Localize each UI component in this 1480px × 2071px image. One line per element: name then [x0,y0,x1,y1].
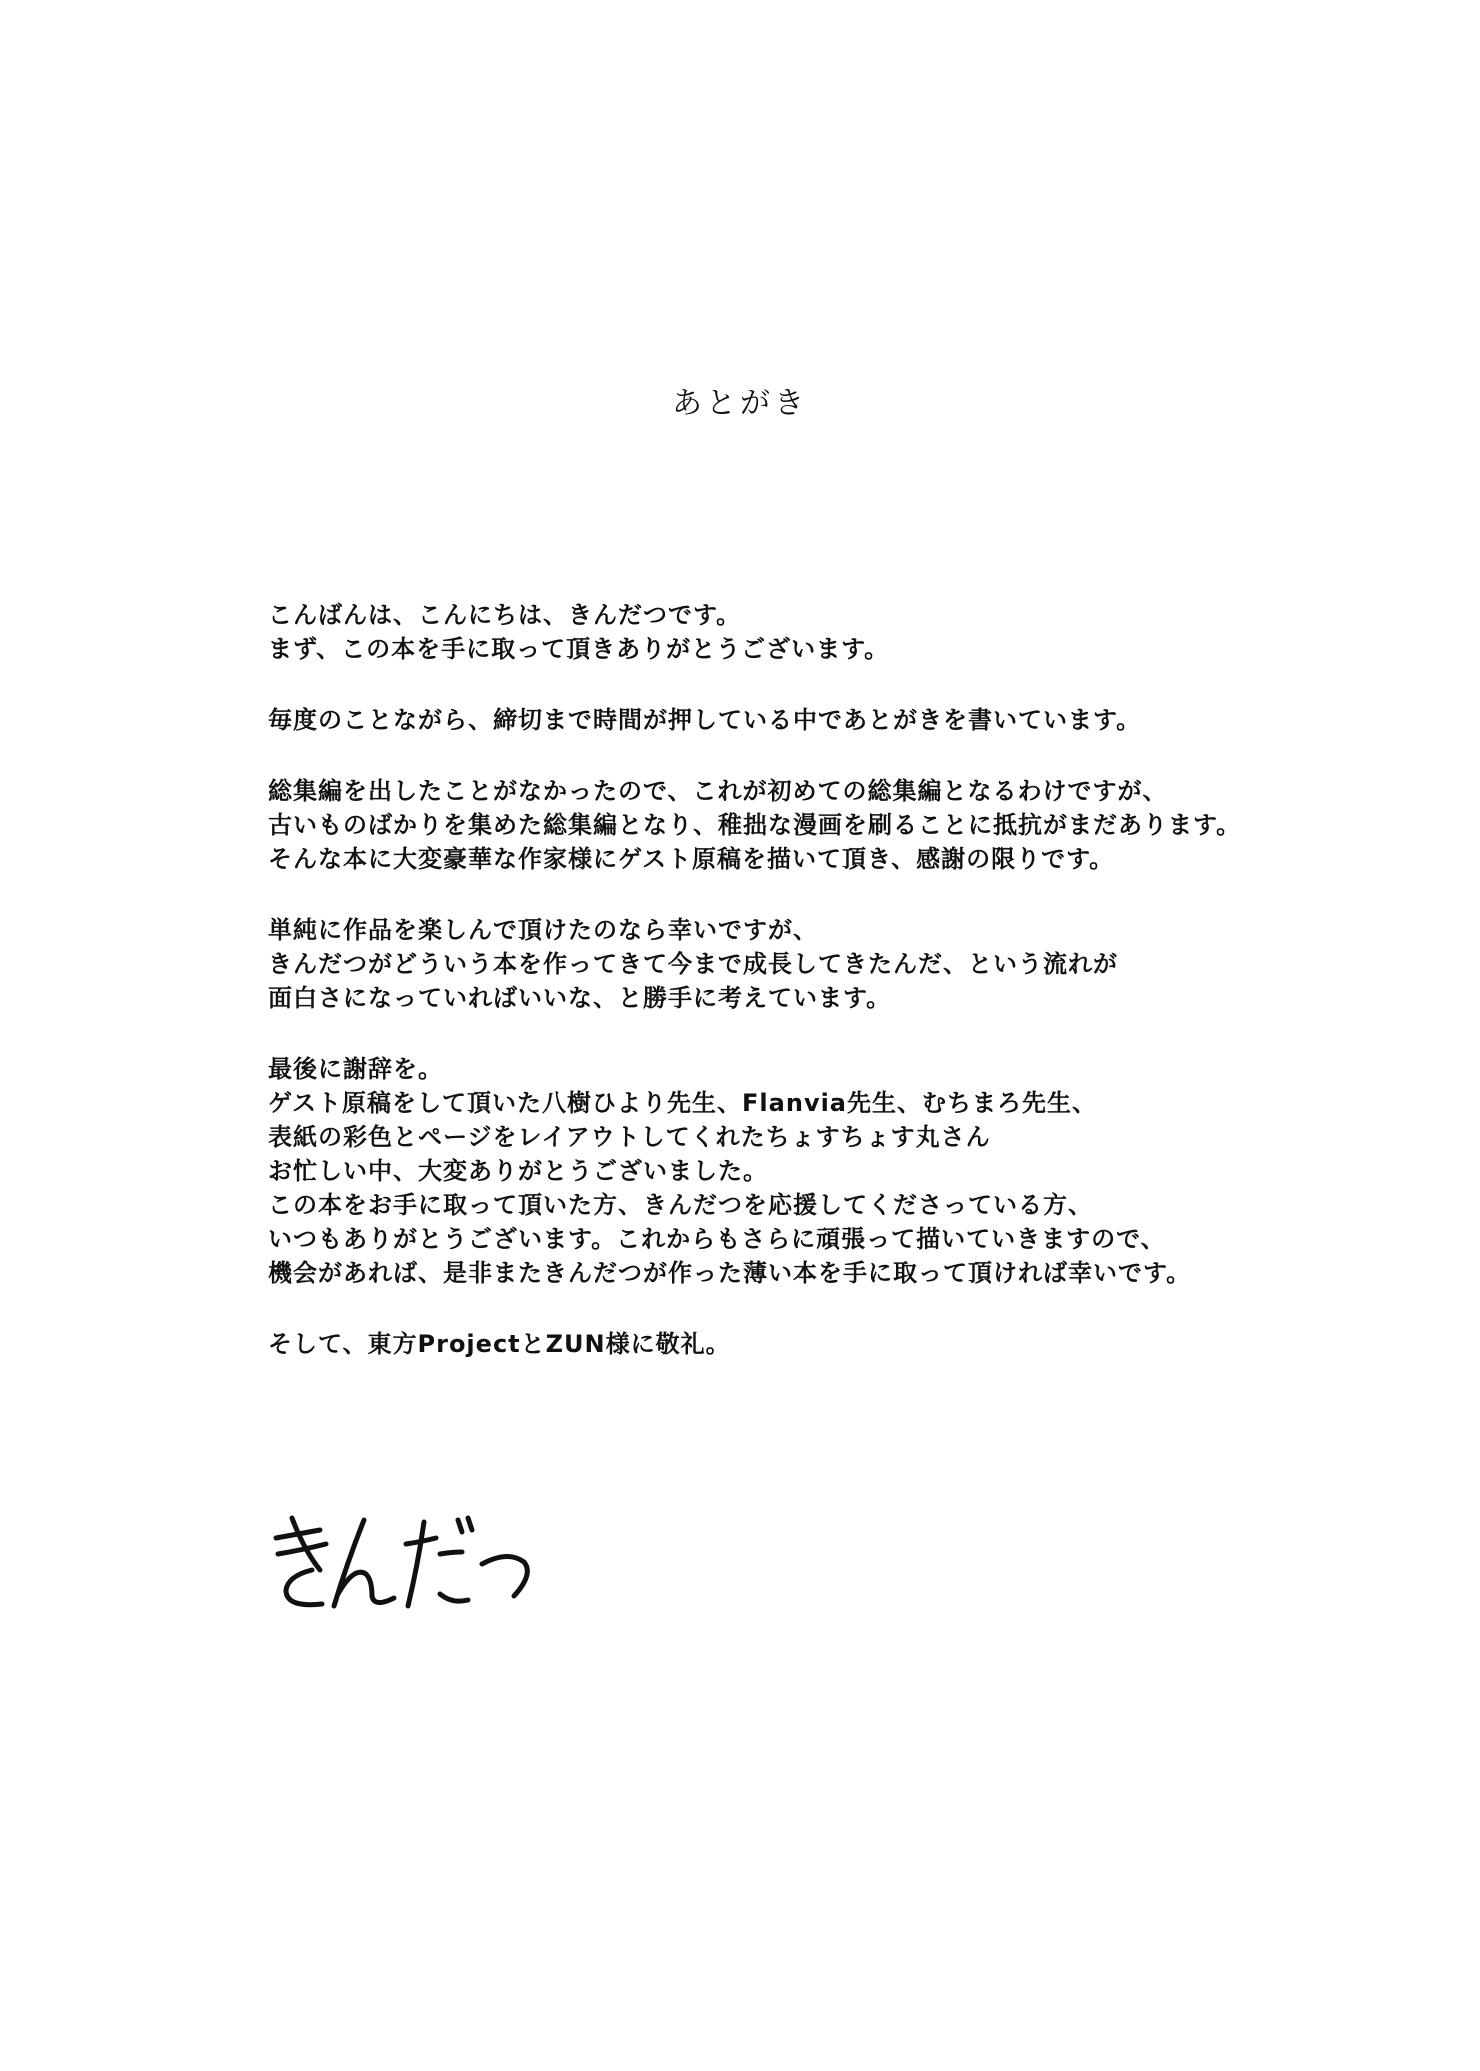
text-line: お忙しい中、大変ありがとうございました。 [268,1157,768,1185]
text-line: 総集編を出したことがなかったので、これが初めての総集編となるわけですが、 [268,777,1168,805]
paragraph [268,703,1368,737]
text-line: 表紙の彩色とページをレイアウトしてくれたちょすちょす丸さん [268,1123,991,1151]
handwritten-signature [268,1510,548,1620]
text-line: そんな本に大変豪華な作家様にゲスト原稿を描いて頂き、感謝の限りです。 [268,845,1115,873]
text-line: きんだつがどういう本を作ってきて今まで成長してきたんだ、という流れが [268,950,1118,978]
page-title: あとがき [672,386,808,421]
text-line: 単純に作品を楽しんで頂けたのなら幸いですが、 [268,916,818,944]
text-line: いつもありがとうございます。これからもさらに頑張って描いていきますので、 [268,1225,1166,1253]
text-line: 最後に謝辞を。 [268,1055,443,1083]
paragraph [268,1327,1368,1361]
text-line: こんばんは、こんにちは、きんだつです。 [268,601,742,629]
text-line: そして、東方ProjectとZUN様に敬礼。 [268,1330,731,1358]
paragraph [268,913,1368,1015]
paragraph [268,598,1368,666]
text-line: ゲスト原稿をして頂いた八樹ひより先生、Flanvia先生、むちまろ先生、 [268,1089,1098,1117]
afterword-body [268,598,1368,1398]
paragraph [268,774,1368,876]
paragraph [268,1052,1368,1290]
text-line: まず、この本を手に取って頂きありがとうございます。 [268,635,890,663]
text-line: この本をお手に取って頂いた方、きんだつを応援してくださっている方、 [268,1191,1093,1219]
text-line: 機会があれば、是非またきんだつが作った薄い本を手に取って頂ければ幸いです。 [268,1259,1192,1287]
text-line: 毎度のことながら、締切まで時間が押している中であとがきを書いています。 [268,706,1142,734]
text-line: 面白さになっていればいいな、と勝手に考えています。 [268,984,892,1012]
text-line: 古いものばかりを集めた総集編となり、稚拙な漫画を刷ることに抵抗がまだあります。 [268,811,1242,839]
